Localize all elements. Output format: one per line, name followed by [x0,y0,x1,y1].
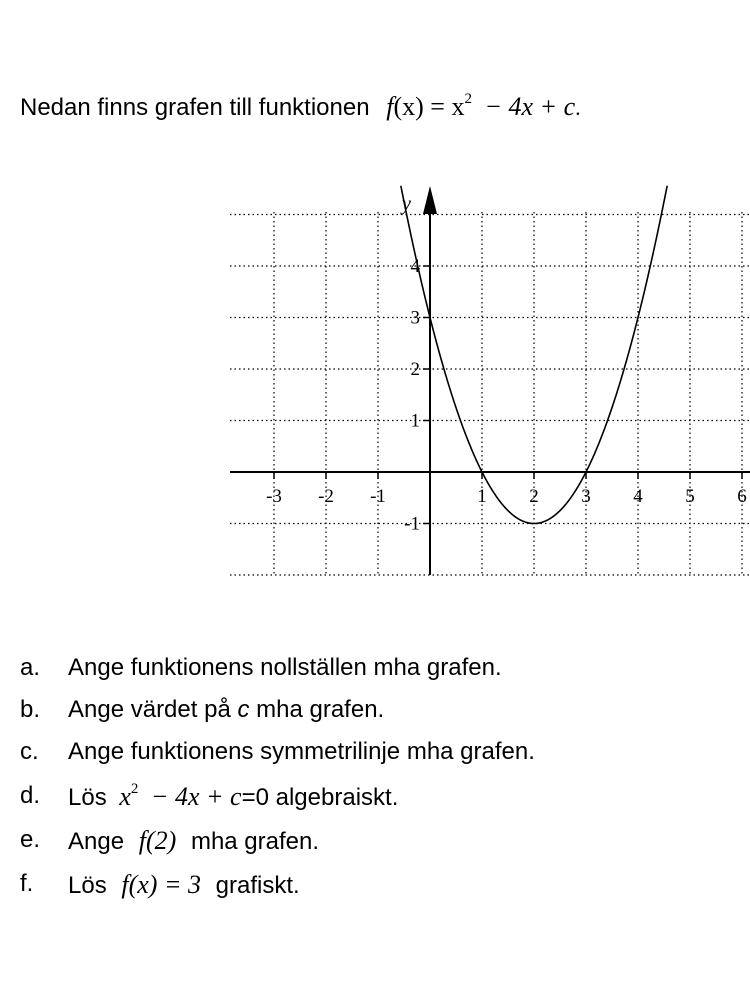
grid [230,212,750,575]
x-tick-label: 1 [477,486,487,507]
y-axis-label: y [402,193,411,215]
question-f-pre: Lös [68,872,107,899]
question-d [20,782,535,826]
x-tick-label: 6 [737,486,747,507]
tick-labels [266,193,747,535]
question-f [20,870,535,914]
question-b-letter: b. [20,696,41,723]
question-b [20,696,535,738]
formula-open: (x) [393,92,424,121]
question-list [20,654,535,914]
question-a-letter: a. [20,654,41,681]
question-d-post: =0 algebraiskt. [241,784,399,811]
y-tick-label: 4 [410,256,420,277]
x-tick-label: -3 [266,486,282,507]
y-tick-label: 1 [410,410,420,432]
question-c [20,738,535,782]
question-e-letter: e. [20,826,41,853]
x-tick-label: -1 [370,486,386,507]
question-e-post: mha grafen. [190,828,320,855]
question-f-math: f(x) = 3 [121,870,201,899]
x-tick-label: 2 [529,486,539,507]
y-tick-label: 2 [410,359,420,380]
question-c-letter: c. [20,738,39,765]
formula-f: f [386,92,394,121]
x-tick-label: 3 [581,486,591,507]
x-tick-label: 4 [633,486,643,507]
formula-end: . [575,95,581,120]
question-d-rest: − 4x + c [150,782,242,811]
question-e-pre: Ange [68,828,125,855]
question-a [20,654,535,696]
axes [230,186,750,575]
question-d-letter: d. [20,782,41,809]
question-b-var: c [237,696,250,723]
question-e [20,826,535,870]
x-tick-label: 5 [685,486,695,507]
question-a-text: Ange funktionens nollställen mha grafen. [68,654,502,681]
question-b-pre: Ange värdet på [68,696,231,723]
question-f-post: grafiskt. [215,872,300,899]
question-c-text: Ange funktionens symmetrilinje mha grafen. [68,738,535,765]
intro-label: Nedan finns grafen till funktionen [20,94,370,121]
y-axis-arrow [423,186,437,214]
question-d-exp: 2 [130,781,139,797]
question-d-x: x [119,782,131,811]
x-tick-label: -2 [318,486,334,507]
formula-exp: 2 [464,91,472,107]
question-e-math: f(2) [138,826,177,855]
y-tick-label: 3 [410,307,420,329]
question-d-pre: Lös [68,784,107,811]
question-f-letter: f. [20,870,34,897]
question-d-math [119,782,241,811]
formula-eq: = x [430,92,465,121]
question-b-post: mha grafen. [256,696,385,723]
y-tick-label: -1 [404,513,420,535]
formula-rest: − 4x + c [484,92,576,121]
